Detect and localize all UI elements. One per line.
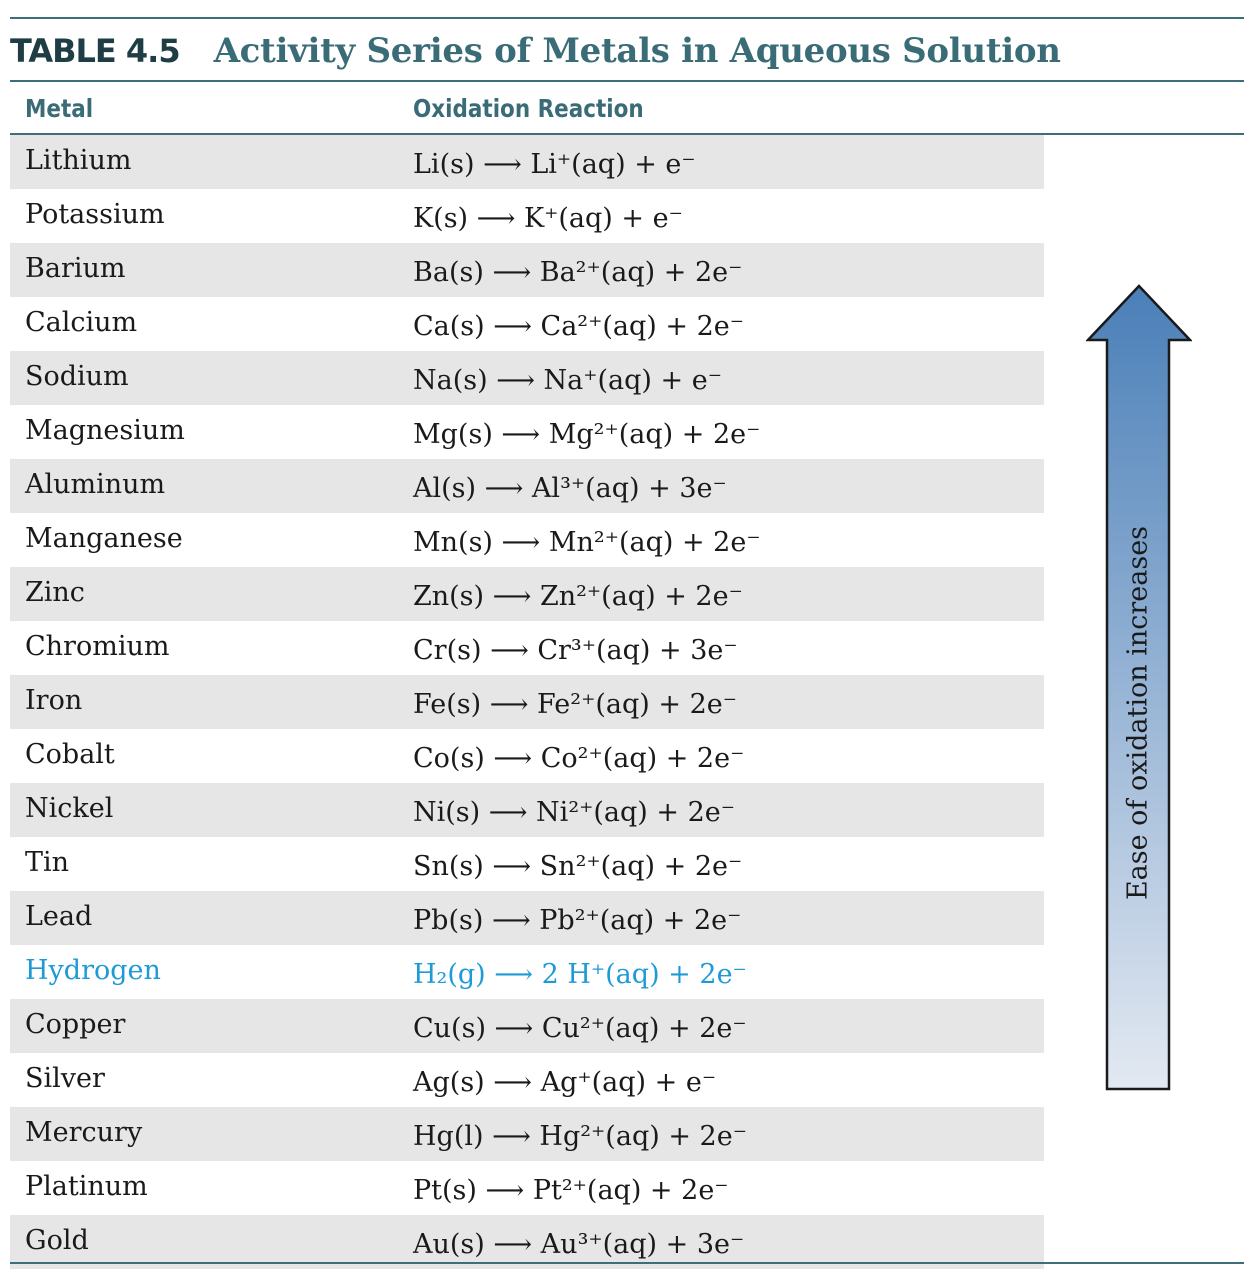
metal-name: Calcium [25, 307, 138, 338]
metal-name: Hydrogen [25, 955, 161, 986]
column-header-reaction: Oxidation Reaction [413, 94, 644, 123]
top-rule [10, 17, 1244, 19]
table-number: TABLE 4.5 [10, 32, 180, 70]
table-row [10, 621, 1044, 675]
table-row [10, 1107, 1044, 1161]
metal-name: Silver [25, 1063, 105, 1094]
metal-name: Nickel [25, 793, 114, 824]
table-row [10, 459, 1044, 513]
oxidation-reaction: Ag(s) ⟶ Ag⁺(aq) + e⁻ [413, 1067, 717, 1098]
metal-name: Sodium [25, 361, 129, 392]
table-row [10, 783, 1044, 837]
table-row [10, 1161, 1044, 1215]
metal-name: Magnesium [25, 415, 185, 446]
table-row [10, 1053, 1044, 1107]
metal-name: Lithium [25, 145, 132, 176]
oxidation-reaction: Na(s) ⟶ Na⁺(aq) + e⁻ [413, 365, 722, 396]
metal-name: Aluminum [25, 469, 166, 500]
table-row [10, 999, 1044, 1053]
table-row [10, 405, 1044, 459]
caption-rule [10, 80, 1244, 82]
oxidation-reaction: K(s) ⟶ K⁺(aq) + e⁻ [413, 203, 683, 234]
metal-name: Platinum [25, 1171, 148, 1202]
oxidation-reaction: Cu(s) ⟶ Cu²⁺(aq) + 2e⁻ [413, 1013, 747, 1044]
table-body [10, 135, 1044, 1269]
table-row [10, 837, 1044, 891]
metal-name: Manganese [25, 523, 183, 554]
metal-name: Potassium [25, 199, 165, 230]
table-title: Activity Series of Metals in Aqueous Solution [213, 31, 1061, 71]
metal-name: Cobalt [25, 739, 115, 770]
oxidation-reaction: H₂(g) ⟶ 2 H⁺(aq) + 2e⁻ [413, 959, 747, 990]
oxidation-reaction: Mn(s) ⟶ Mn²⁺(aq) + 2e⁻ [413, 527, 761, 558]
metal-name: Tin [25, 847, 70, 878]
table-row [10, 513, 1044, 567]
bottom-rule [10, 1262, 1244, 1264]
table-row [10, 1215, 1044, 1269]
oxidation-reaction: Zn(s) ⟶ Zn²⁺(aq) + 2e⁻ [413, 581, 743, 612]
metal-name: Gold [25, 1225, 89, 1256]
table-row [10, 189, 1044, 243]
table-row [10, 135, 1044, 189]
table-row [10, 297, 1044, 351]
column-header-metal: Metal [25, 94, 94, 123]
table-row [10, 243, 1044, 297]
table-caption [10, 28, 1061, 74]
oxidation-reaction: Cr(s) ⟶ Cr³⁺(aq) + 3e⁻ [413, 635, 738, 666]
table-row [10, 891, 1044, 945]
table-row [10, 567, 1044, 621]
oxidation-reaction: Co(s) ⟶ Co²⁺(aq) + 2e⁻ [413, 743, 745, 774]
oxidation-reaction: Fe(s) ⟶ Fe²⁺(aq) + 2e⁻ [413, 689, 737, 720]
metal-name: Copper [25, 1009, 126, 1040]
metal-name: Iron [25, 685, 83, 716]
metal-name: Barium [25, 253, 126, 284]
metal-name: Zinc [25, 577, 85, 608]
metal-name: Chromium [25, 631, 170, 662]
arrow-label: Ease of oxidation increases [1122, 525, 1154, 901]
table-row [10, 351, 1044, 405]
oxidation-reaction: Au(s) ⟶ Au³⁺(aq) + 3e⁻ [413, 1229, 745, 1260]
oxidation-reaction: Hg(l) ⟶ Hg²⁺(aq) + 2e⁻ [413, 1121, 747, 1152]
table-row [10, 675, 1044, 729]
oxidation-reaction: Pb(s) ⟶ Pb²⁺(aq) + 2e⁻ [413, 905, 742, 936]
oxidation-reaction: Ba(s) ⟶ Ba²⁺(aq) + 2e⁻ [413, 257, 743, 288]
oxidation-reaction: Al(s) ⟶ Al³⁺(aq) + 3e⁻ [413, 473, 727, 504]
metal-name: Lead [25, 901, 93, 932]
oxidation-reaction: Pt(s) ⟶ Pt²⁺(aq) + 2e⁻ [413, 1175, 729, 1206]
oxidation-reaction: Ca(s) ⟶ Ca²⁺(aq) + 2e⁻ [413, 311, 745, 342]
oxidation-reaction: Ni(s) ⟶ Ni²⁺(aq) + 2e⁻ [413, 797, 736, 828]
oxidation-reaction: Mg(s) ⟶ Mg²⁺(aq) + 2e⁻ [413, 419, 761, 450]
table-row [10, 945, 1044, 999]
oxidation-reaction: Li(s) ⟶ Li⁺(aq) + e⁻ [413, 149, 696, 180]
oxidation-reaction: Sn(s) ⟶ Sn²⁺(aq) + 2e⁻ [413, 851, 743, 882]
metal-name: Mercury [25, 1117, 143, 1148]
table-row [10, 729, 1044, 783]
